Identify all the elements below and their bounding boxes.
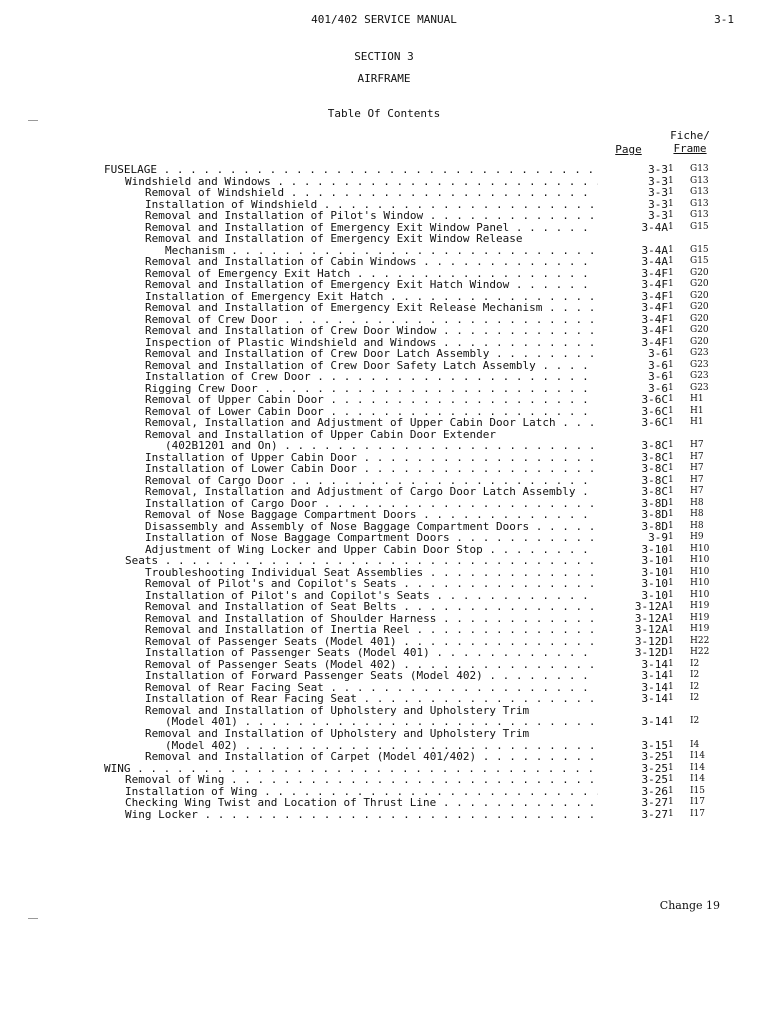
- toc-entry: [0, 256, 768, 268]
- margin-mark: [28, 120, 38, 121]
- toc-entry-fiche: 1: [668, 164, 674, 174]
- toc-entry-frame: I2: [690, 658, 700, 669]
- toc-entry-title: Removal and Installation of Carpet (Model 401/402) . . .: [145, 751, 598, 763]
- toc-entry: [0, 716, 768, 728]
- toc-entry-title: Removal of Nose Baggage Compartment Doors . . .: [145, 509, 598, 521]
- toc-entry-fiche: 1: [668, 774, 674, 784]
- toc-entry-frame: H9: [690, 532, 704, 542]
- toc-entry-fiche: 1: [668, 210, 674, 220]
- toc-entry-frame: G23: [690, 371, 709, 381]
- toc-entry-title: Wing Locker . . .: [125, 809, 598, 821]
- toc-entry-title: Installation of Forward Passenger Seats (Model 402) . . .: [145, 670, 598, 682]
- toc-entry-page: 3-4F: [641, 278, 668, 291]
- toc-entry-title: Removal and Installation of Emergency Exit Window Release: [145, 233, 523, 245]
- toc-entry-title: Removal and Installation of Inertia Reel . . .: [145, 624, 598, 636]
- toc-entry-title: Adjustment of Wing Locker and Upper Cabin Door Stop . . .: [145, 544, 598, 556]
- toc-entry-fiche: 1: [668, 578, 674, 588]
- toc-entry-fiche: 1: [668, 325, 674, 335]
- toc-entry-frame: H7: [690, 486, 704, 496]
- toc-entry-fiche: 1: [668, 279, 674, 289]
- toc-entry-title: Installation of Cargo Door . . .: [145, 498, 598, 510]
- toc-entry-frame: G13: [690, 164, 709, 174]
- toc-entry-frame: H19: [690, 624, 710, 634]
- toc-entry-frame: H22: [690, 635, 710, 646]
- toc-entry-frame: H10: [690, 589, 710, 600]
- toc-entry: [0, 325, 768, 337]
- toc-entry-page: 3-3: [648, 174, 668, 188]
- toc-entry-fiche: 1: [668, 555, 674, 565]
- toc-entry-page: 3-25: [641, 750, 668, 763]
- toc-entry-title: Disassembly and Assembly of Nose Baggage Compartment Doors . . .: [145, 521, 598, 533]
- toc-entry-fiche: 1: [668, 256, 674, 266]
- toc-list: [0, 164, 768, 820]
- toc-entry-fiche: 1: [668, 440, 674, 450]
- toc-entry-title: Installation of Passenger Seats (Model 401) . . .: [145, 647, 598, 659]
- toc-entry-title: Removal of Lower Cabin Door . . .: [145, 406, 598, 418]
- toc-entry-page: 3-3: [648, 186, 668, 199]
- toc-entry-fiche: 1: [668, 785, 674, 796]
- toc-entry-title: Installation of Crew Door . . .: [145, 371, 598, 383]
- toc-entry-page: 3-6: [648, 370, 668, 383]
- toc-entry-frame: G20: [690, 302, 709, 312]
- toc-entry: [0, 797, 768, 809]
- toc-entry-fiche: 1: [668, 601, 674, 611]
- toc-entry-page: 3-12A: [634, 611, 668, 625]
- toc-entry-page: 3-12D: [634, 646, 668, 659]
- toc-entry-frame: G20: [690, 313, 709, 324]
- toc-entry-page: 3-10: [641, 554, 668, 567]
- toc-entry-fiche: 1: [668, 739, 674, 750]
- toc-entry-fiche: 1: [668, 394, 674, 404]
- toc-entry-title: Removal of Passenger Seats (Model 402) . . .: [145, 659, 598, 671]
- toc-entry-frame: I14: [690, 774, 706, 784]
- toc-entry-page: 3-12D: [634, 634, 668, 648]
- toc-entry-frame: H1: [690, 405, 704, 416]
- toc-entry: [0, 187, 768, 199]
- toc-entry-frame: G23: [690, 382, 709, 393]
- toc-entry-page: 3-4F: [641, 301, 668, 314]
- page-column-label: Page: [615, 143, 642, 156]
- toc-entry-page: 3-8C: [641, 462, 668, 475]
- toc-entry-title: Mechanism . . .: [165, 245, 598, 257]
- toc-entry-fiche: 1: [668, 509, 674, 519]
- toc-entry-title: Troubleshooting Individual Seat Assemblies . . .: [145, 567, 598, 579]
- toc-entry: [0, 774, 768, 786]
- toc-entry-frame: G15: [690, 221, 709, 232]
- toc-entry-title: Removal and Installation of Crew Door Window . . .: [145, 325, 598, 337]
- toc-entry-fiche: 1: [668, 751, 674, 761]
- toc-entry: [0, 348, 768, 360]
- toc-entry: [0, 647, 768, 659]
- toc-entry-page: 3-8C: [641, 439, 668, 452]
- toc-entry-fiche: 1: [668, 474, 674, 485]
- toc-entry-page: 3-4A: [641, 243, 668, 257]
- toc-entry-title: (Model 402) . . .: [165, 740, 598, 752]
- toc-entry-title: Removal of Cargo Door . . .: [145, 475, 598, 487]
- toc-entry-fiche: 1: [668, 244, 674, 255]
- toc-entry: [0, 371, 768, 383]
- toc-entry-title: Removal and Installation of Seat Belts . . .: [145, 601, 598, 613]
- toc-entry-fiche: 1: [668, 589, 674, 600]
- toc-entry: [0, 532, 768, 544]
- toc-entry-title: Inspection of Plastic Windshield and Windows . . .: [145, 337, 598, 349]
- toc-entry-frame: G20: [690, 279, 709, 289]
- toc-entry-page: 3-8D: [641, 519, 668, 533]
- toc-entry: [0, 164, 768, 176]
- toc-entry-fiche: 1: [668, 336, 674, 347]
- toc-entry-frame: H10: [690, 578, 710, 588]
- toc-entry: [0, 728, 768, 740]
- toc-entry: [0, 463, 768, 475]
- toc-entry-fiche: 1: [668, 681, 674, 692]
- toc-entry: [0, 555, 768, 567]
- toc-entry-frame: H10: [690, 566, 710, 577]
- section-name: AIRFRAME: [357, 72, 411, 85]
- toc-entry-frame: G15: [690, 244, 709, 255]
- toc-entry-frame: I17: [690, 808, 706, 819]
- toc-entry-fiche: 1: [668, 716, 674, 726]
- toc-entry-title: Installation of Emergency Exit Hatch . . .: [145, 291, 598, 303]
- toc-entry-page: 3-4F: [641, 289, 668, 303]
- toc-entry-fiche: 1: [668, 486, 674, 496]
- toc-entry-frame: H10: [690, 543, 710, 554]
- toc-entry-frame: G23: [690, 359, 709, 370]
- toc-entry-frame: I2: [690, 681, 700, 692]
- toc-entry-title: Removal and Installation of Crew Door Safety Latch Assembly . . .: [145, 360, 598, 372]
- toc-entry-page: 3-10: [641, 565, 668, 579]
- toc-entry-page: 3-27: [641, 807, 668, 821]
- toc-entry-title: Removal of Pilot's and Copilot's Seats . . .: [145, 578, 598, 590]
- toc-entry-page: 3-8D: [641, 508, 668, 521]
- toc-entry-title: Installation of Windshield . . .: [145, 199, 598, 211]
- toc-entry-frame: G13: [690, 175, 709, 186]
- toc-entry: [0, 279, 768, 291]
- toc-entry-frame: H8: [690, 520, 704, 531]
- toc-entry-page: 3-25: [641, 761, 668, 775]
- page-column-header: [606, 143, 651, 156]
- toc-entry-title: Removal of Upper Cabin Door . . .: [145, 394, 598, 406]
- toc-entry-title: Checking Wing Twist and Location of Thrust Line . . .: [125, 797, 598, 809]
- toc-entry-title: Installation of Upper Cabin Door . . .: [145, 452, 598, 464]
- toc-entry-page: 3-15: [641, 738, 668, 752]
- toc-entry-fiche: 1: [668, 302, 674, 312]
- toc-entry-frame: G20: [690, 336, 709, 347]
- toc-entry-fiche: 1: [668, 497, 674, 508]
- toc-entry-frame: H7: [690, 440, 704, 450]
- toc-entry-page: 3-4F: [641, 324, 668, 337]
- toc-entry-page: 3-6C: [641, 416, 668, 429]
- toc-entry-fiche: 1: [668, 313, 674, 324]
- toc-entry-frame: H19: [690, 601, 710, 611]
- toc-entry-title: Removal of Emergency Exit Hatch . . .: [145, 268, 598, 280]
- toc-entry-frame: G20: [690, 267, 709, 278]
- toc-entry-frame: I17: [690, 797, 706, 807]
- toc-entry-fiche: 1: [668, 612, 674, 623]
- toc-entry-page: 3-8C: [641, 450, 668, 464]
- toc-title: Table Of Contents: [327, 107, 441, 120]
- toc-entry-page: 3-3: [648, 209, 668, 222]
- toc-entry-title: Removal and Installation of Emergency Exit Release Mechanism . . .: [145, 302, 598, 314]
- toc-entry-frame: H1: [690, 417, 704, 427]
- toc-entry-fiche: 1: [668, 175, 674, 186]
- toc-entry: [0, 509, 768, 521]
- running-header-title: 401/402 SERVICE MANUAL: [311, 13, 457, 26]
- toc-entry-page: 3-14: [641, 715, 668, 728]
- toc-entry-page: 3-27: [641, 796, 668, 809]
- toc-entry-fiche: 1: [668, 348, 674, 358]
- toc-entry: [0, 394, 768, 406]
- toc-entry-page: 3-12A: [634, 623, 668, 636]
- toc-entry-title: (Model 401) . . .: [165, 716, 598, 728]
- toc-entry-frame: I4: [690, 739, 700, 750]
- toc-entry: [0, 624, 768, 636]
- toc-entry-fiche: 1: [668, 198, 674, 209]
- toc-entry: [0, 440, 768, 452]
- toc-entry-frame: I14: [690, 751, 706, 761]
- toc-entry-frame: G13: [690, 187, 709, 197]
- toc-entry-title: Seats . . .: [125, 555, 598, 567]
- toc-entry: [0, 222, 768, 234]
- toc-entry-fiche: 1: [668, 762, 674, 773]
- toc-entry-frame: H1: [690, 394, 704, 404]
- toc-entry-title: Removal of Crew Door . . .: [145, 314, 598, 326]
- toc-entry-frame: H7: [690, 463, 704, 473]
- toc-entry-frame: G20: [690, 325, 709, 335]
- toc-entry-page: 3-14: [641, 657, 668, 671]
- toc-entry-title: Removal of Rear Facing Seat . . .: [145, 682, 598, 694]
- toc-entry-frame: G13: [690, 198, 709, 209]
- toc-entry-fiche: 1: [668, 520, 674, 531]
- toc-entry-frame: H19: [690, 612, 710, 623]
- toc-entry-fiche: 1: [668, 808, 674, 819]
- toc-entry-fiche: 1: [668, 267, 674, 278]
- toc-entry-frame: H7: [690, 474, 704, 485]
- toc-entry: [0, 210, 768, 222]
- toc-entry-title: Removal and Installation of Emergency Exit Window Panel . . .: [145, 222, 598, 234]
- toc-entry-fiche: 1: [668, 693, 674, 703]
- toc-entry: [0, 302, 768, 314]
- toc-entry-frame: I14: [690, 762, 706, 773]
- toc-entry-fiche: 1: [668, 566, 674, 577]
- toc-entry: [0, 670, 768, 682]
- toc-entry-page: 3-14: [641, 692, 668, 705]
- toc-entry-title: Removal, Installation and Adjustment of Cargo Door Latch Assembly . . .: [145, 486, 598, 498]
- toc-entry-page: 3-8C: [641, 473, 668, 487]
- toc-entry-fiche: 1: [668, 635, 674, 646]
- toc-entry-fiche: 1: [668, 382, 674, 393]
- toc-entry-page: 3-14: [641, 680, 668, 694]
- frame-column-label: Frame: [673, 142, 707, 155]
- toc-entry-page: 3-12A: [634, 600, 668, 613]
- toc-entry-title: Removal of Passenger Seats (Model 401) . . .: [145, 636, 598, 648]
- toc-entry-frame: G15: [690, 256, 709, 266]
- toc-entry-title: Removal and Installation of Emergency Exit Hatch Window . . .: [145, 279, 598, 291]
- toc-entry: [0, 578, 768, 590]
- toc-entry-page: 3-3: [648, 163, 668, 176]
- toc-entry-title: (402B1201 and On) . . .: [165, 440, 598, 452]
- toc-entry-frame: G20: [690, 290, 709, 301]
- toc-entry-title: Removal and Installation of Shoulder Harness . . .: [145, 613, 598, 625]
- toc-entry-title: Removal and Installation of Cabin Windows . . .: [145, 256, 598, 268]
- toc-entry-page: 3-6: [648, 347, 668, 360]
- toc-entry-fiche: 1: [668, 221, 674, 232]
- toc-entry-title: Removal and Installation of Upper Cabin Door Extender: [145, 428, 496, 440]
- toc-entry-title: Installation of Rear Facing Seat . . .: [145, 693, 598, 705]
- toc-entry-fiche: 1: [668, 658, 674, 669]
- toc-entry-fiche: 1: [668, 463, 674, 473]
- toc-entry-title: Installation of Wing . . .: [125, 786, 598, 798]
- toc-entry-title: Installation of Pilot's and Copilot's Seats . . .: [145, 590, 598, 602]
- toc-entry-fiche: 1: [668, 670, 674, 680]
- toc-entry-page: 3-9: [648, 531, 668, 544]
- toc-entry: [0, 486, 768, 498]
- toc-entry-fiche: 1: [668, 797, 674, 807]
- margin-mark: [28, 918, 38, 919]
- toc-entry-title: Removal and Installation of Pilot's Window . . .: [145, 210, 598, 222]
- toc-entry: [0, 751, 768, 763]
- toc-entry-fiche: 1: [668, 359, 674, 370]
- toc-entry-title: Removal of Wing . . .: [125, 774, 598, 786]
- toc-entry-page: 3-6C: [641, 393, 668, 406]
- toc-entry-frame: H8: [690, 509, 704, 519]
- toc-entry-fiche: 1: [668, 543, 674, 554]
- toc-entry-frame: I2: [690, 716, 700, 726]
- toc-entry-fiche: 1: [668, 187, 674, 197]
- toc-entry-page: 3-6C: [641, 404, 668, 418]
- toc-entry-page: 3-4F: [641, 266, 668, 280]
- toc-entry-page: 3-4F: [641, 312, 668, 326]
- change-notice: Change 19: [659, 899, 720, 912]
- toc-entry: [0, 809, 768, 821]
- fiche-frame-column-header: [664, 129, 716, 155]
- toc-entry-title: FUSELAGE . . .: [104, 164, 598, 176]
- toc-entry: [0, 693, 768, 705]
- toc-entry: [0, 601, 768, 613]
- toc-entry-page: 3-25: [641, 773, 668, 786]
- toc-entry-page: 3-4A: [641, 255, 668, 268]
- toc-entry-frame: G13: [690, 210, 709, 220]
- toc-entry-fiche: 1: [668, 451, 674, 462]
- toc-entry-page: 3-10: [641, 542, 668, 556]
- toc-entry-page: 3-6: [648, 381, 668, 395]
- toc-entry-title: WING . . .: [104, 763, 598, 775]
- running-header-page-number: 3-1: [714, 13, 734, 26]
- toc-entry-title: Removal, Installation and Adjustment of Upper Cabin Door Latch . . .: [145, 417, 598, 429]
- toc-entry-fiche: 1: [668, 647, 674, 657]
- toc-entry-title: Removal and Installation of Upholstery and Upholstery Trim: [145, 728, 530, 740]
- toc-entry-fiche: 1: [668, 417, 674, 427]
- toc-entry-frame: I15: [690, 785, 706, 796]
- toc-entry-frame: I2: [690, 693, 700, 703]
- toc-entry-frame: I2: [690, 670, 700, 680]
- toc-entry-frame: H10: [690, 555, 710, 565]
- toc-entry-title: Installation of Lower Cabin Door . . .: [145, 463, 598, 475]
- toc-entry-title: Installation of Nose Baggage Compartment Doors . . .: [145, 532, 598, 544]
- toc-entry-page: 3-4F: [641, 335, 668, 349]
- toc-entry-fiche: 1: [668, 290, 674, 301]
- toc-entry-fiche: 1: [668, 532, 674, 542]
- toc-entry-title: Windshield and Windows . . .: [125, 176, 598, 188]
- toc-entry-frame: G23: [690, 348, 709, 358]
- section-number: SECTION 3: [354, 50, 414, 63]
- toc-entry-page: 3-6: [648, 358, 668, 372]
- toc-entry-page: 3-4A: [641, 220, 668, 234]
- toc-entry-page: 3-10: [641, 577, 668, 590]
- toc-entry: [0, 233, 768, 245]
- toc-entry-frame: H7: [690, 451, 704, 462]
- toc-entry-page: 3-8C: [641, 485, 668, 498]
- toc-entry: [0, 417, 768, 429]
- toc-entry-page: 3-26: [641, 784, 668, 798]
- toc-entry-fiche: 1: [668, 624, 674, 634]
- toc-entry-title: Rigging Crew Door . . .: [145, 383, 598, 395]
- toc-entry-fiche: 1: [668, 405, 674, 416]
- toc-entry-page: 3-8D: [641, 496, 668, 510]
- toc-entry-frame: H8: [690, 497, 704, 508]
- toc-entry-frame: H22: [690, 647, 710, 657]
- toc-entry-page: 3-14: [641, 669, 668, 682]
- fiche-column-label: Fiche/: [670, 129, 710, 142]
- toc-entry-title: Removal of Windshield . . .: [145, 187, 598, 199]
- toc-entry-title: Removal and Installation of Crew Door Latch Assembly . . .: [145, 348, 598, 360]
- toc-entry-page: 3-10: [641, 588, 668, 602]
- toc-entry-fiche: 1: [668, 371, 674, 381]
- toc-entry-title: Removal and Installation of Upholstery and Upholstery Trim: [145, 704, 530, 716]
- toc-entry-page: 3-3: [648, 197, 668, 211]
